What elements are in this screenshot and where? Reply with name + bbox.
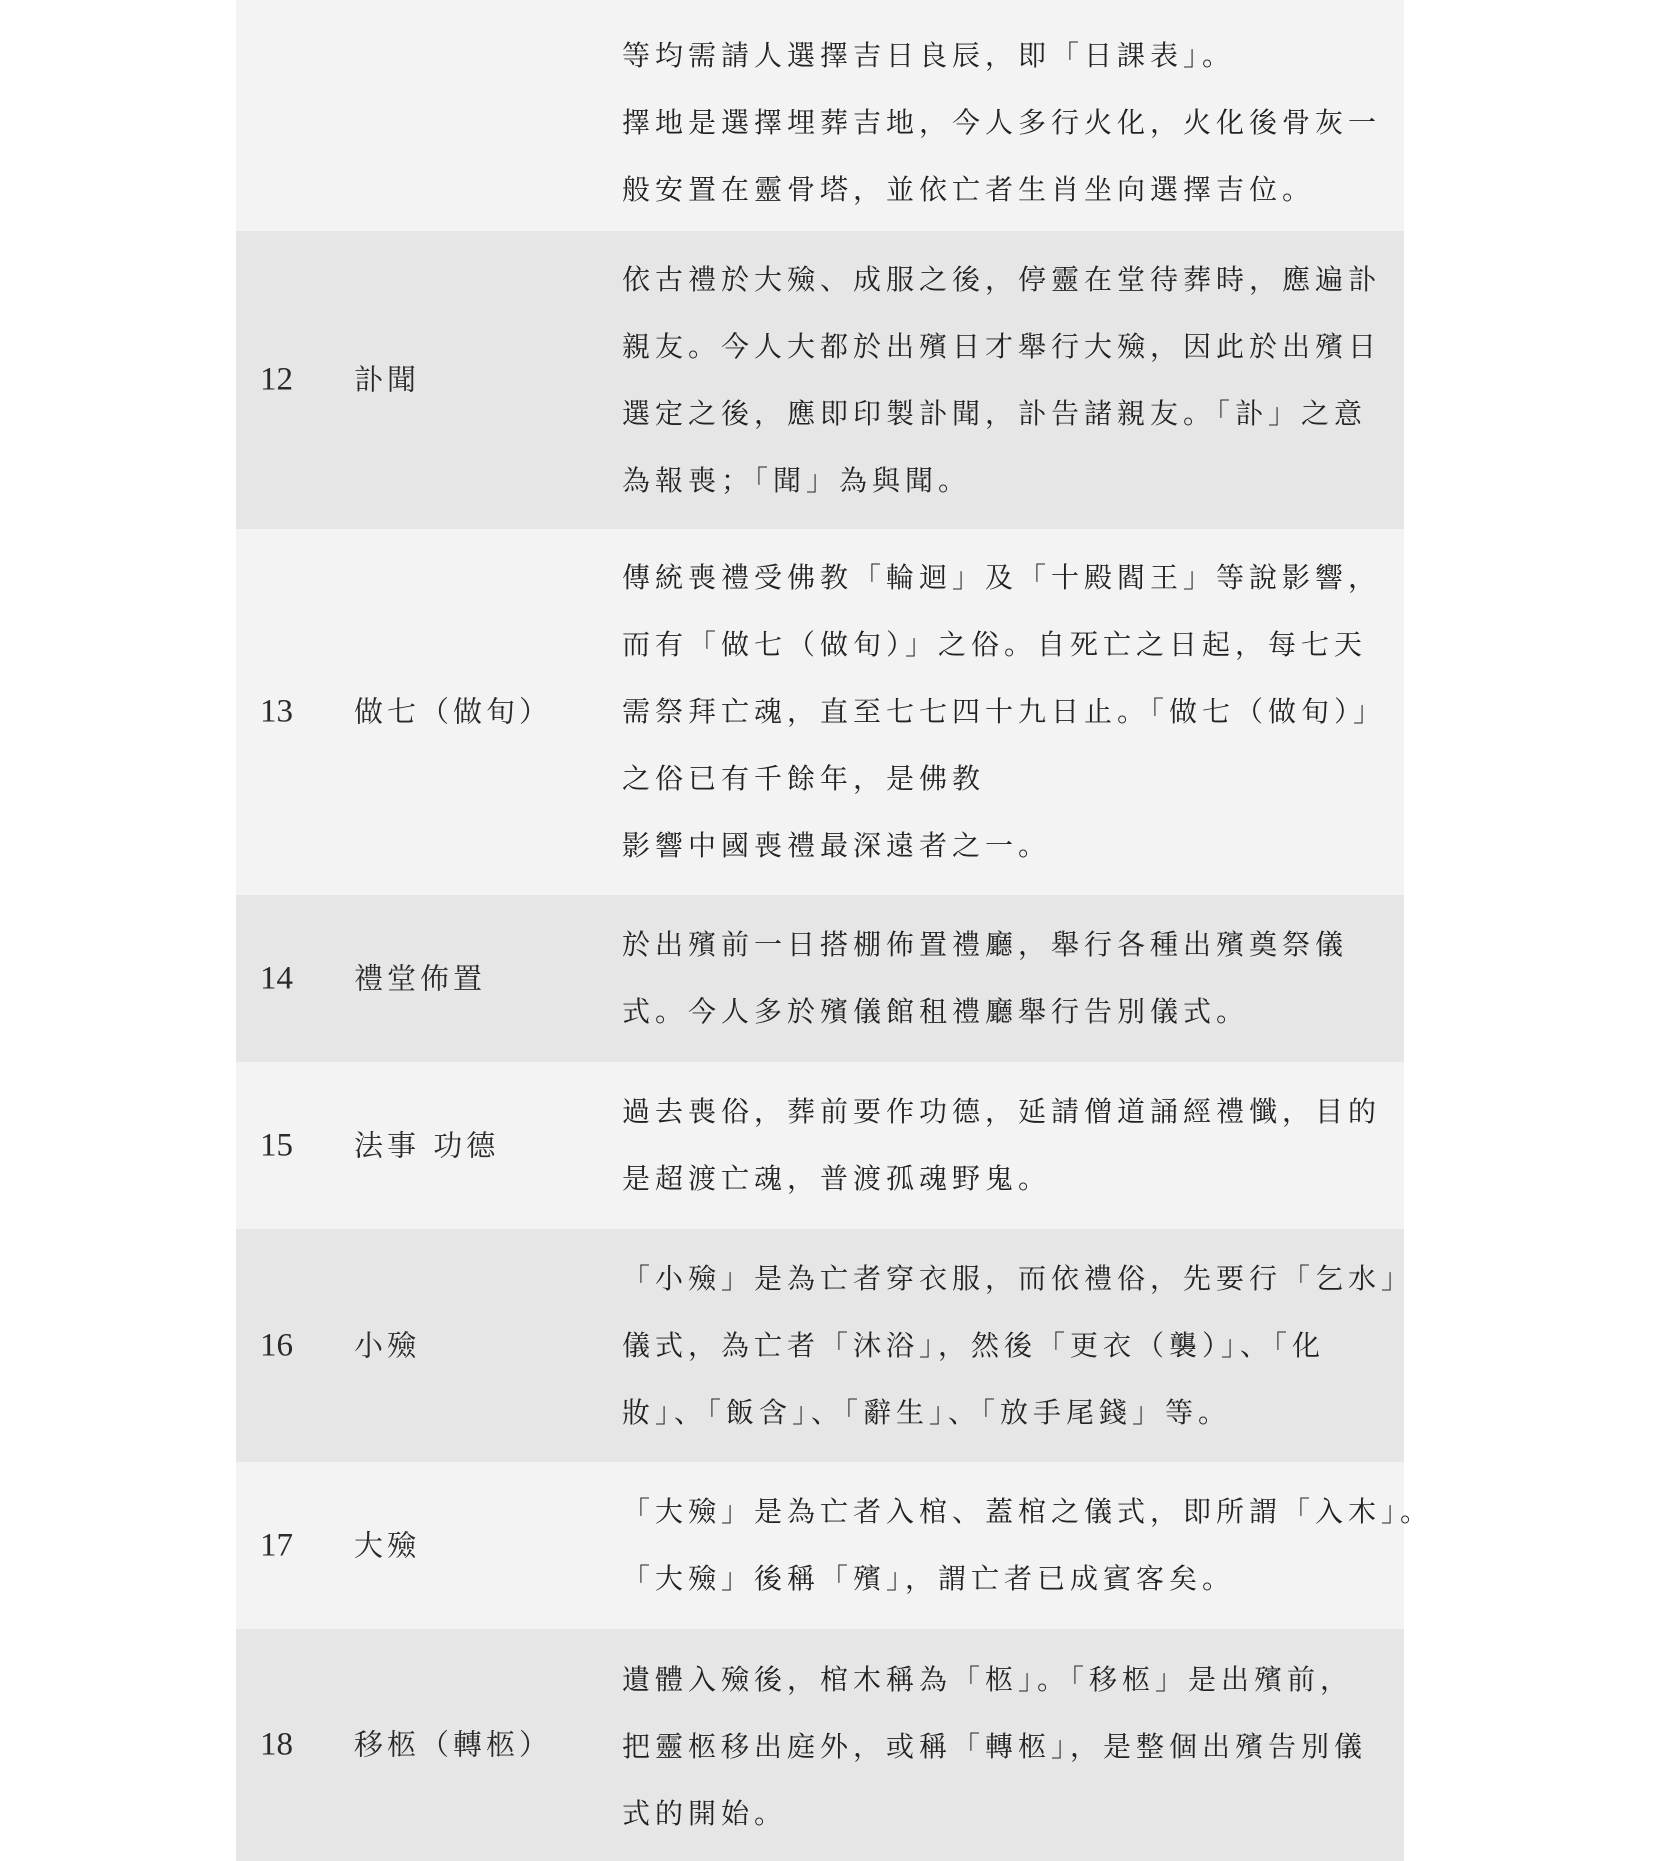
table-row xyxy=(236,1062,1404,1229)
rite-name: 訃聞 xyxy=(354,362,421,397)
description-cell xyxy=(622,1478,1434,1612)
description-cell xyxy=(622,1245,1415,1446)
description-line: 為報喪；「聞」為與聞。 xyxy=(622,464,972,497)
funeral-rites-table xyxy=(236,0,1434,1861)
description-line: 儀式，為亡者「沐浴」，然後「更衣（襲）」、「化 xyxy=(622,1329,1326,1362)
description-line: 「大殮」後稱「殯」，謂亡者已成賓客矣。 xyxy=(622,1562,1236,1595)
description-line: 妝」、「飯含」、「辭生」、「放手尾錢」等。 xyxy=(622,1396,1232,1429)
description-line: 「小殮」是為亡者穿衣服，而依禮俗，先要行「乞水」 xyxy=(622,1262,1415,1295)
description-line: 之俗已有千餘年，是佛教 xyxy=(622,762,986,795)
table-row xyxy=(236,1629,1404,1861)
description-line: 般安置在靈骨塔，並依亡者生肖坐向選擇吉位。 xyxy=(622,173,1316,206)
description-line: 式的開始。 xyxy=(622,1797,788,1830)
table-row xyxy=(236,895,1404,1062)
table-row xyxy=(236,231,1404,529)
description-line: 需祭拜亡魂，直至七七四十九日止。「做七（做旬）」 xyxy=(622,695,1387,728)
description-line: 過去喪俗，葬前要作功德，延請僧道誦經禮懺，目的 xyxy=(622,1095,1382,1128)
description-line: 是超渡亡魂，普渡孤魂野鬼。 xyxy=(622,1162,1052,1195)
row-number: 12 xyxy=(260,361,293,398)
row-number: 15 xyxy=(260,1127,293,1163)
description-line: 親友。今人大都於出殯日才舉行大殮，因此於出殯日 xyxy=(622,330,1382,363)
description-line: 而有「做七（做旬）」之俗。自死亡之日起，每七天 xyxy=(622,628,1368,661)
row-number: 13 xyxy=(260,693,293,730)
rite-name: 大殮 xyxy=(354,1528,421,1562)
row-number: 17 xyxy=(260,1527,293,1563)
description-line: 依古禮於大殮、成服之後，停靈在堂待葬時，應遍訃 xyxy=(622,263,1382,296)
description-line: 「大殮」是為亡者入棺、蓋棺之儀式，即所謂「入木」。 xyxy=(622,1495,1434,1528)
rite-name: 移柩（轉柩） xyxy=(354,1727,553,1762)
row-number: 14 xyxy=(260,960,293,996)
description-line: 把靈柩移出庭外，或稱「轉柩」，是整個出殯告別儀 xyxy=(622,1730,1368,1763)
row-number: 16 xyxy=(260,1327,293,1363)
rite-name: 小殮 xyxy=(354,1328,421,1362)
description-cell xyxy=(622,246,1402,514)
rite-name: 做七（做旬） xyxy=(354,694,553,729)
description-line: 選定之後，應即印製訃聞，訃告諸親友。「訃」之意 xyxy=(622,397,1368,430)
description-line: 遺體入殮後，棺木稱為「柩」。「移柩」是出殯前， xyxy=(622,1663,1354,1696)
row-number: 18 xyxy=(260,1726,293,1763)
description-cell xyxy=(622,544,1402,879)
rite-name: 法事 功德 xyxy=(354,1128,500,1162)
description-line: 式。今人多於殯儀館租禮廳舉行告別儀式。 xyxy=(622,995,1250,1028)
table-row xyxy=(236,529,1404,895)
description-cell xyxy=(622,911,1402,1045)
description-line: 等均需請人選擇吉日良辰，即「日課表」。 xyxy=(622,39,1236,72)
description-line: 影響中國喪禮最深遠者之一。 xyxy=(622,829,1052,862)
description-cell xyxy=(622,22,1402,223)
description-cell xyxy=(622,1078,1402,1212)
table-row xyxy=(236,1462,1434,1629)
table-row xyxy=(236,1229,1415,1462)
rite-name: 禮堂佈置 xyxy=(354,961,487,995)
description-line: 擇地是選擇埋葬吉地，今人多行火化，火化後骨灰一 xyxy=(622,106,1382,139)
description-line: 傳統喪禮受佛教「輪迴」及「十殿閻王」等說影響， xyxy=(622,561,1382,594)
table-row xyxy=(236,0,1404,231)
description-cell xyxy=(622,1646,1402,1847)
description-line: 於出殯前一日搭棚佈置禮廳，舉行各種出殯奠祭儀 xyxy=(622,928,1349,961)
